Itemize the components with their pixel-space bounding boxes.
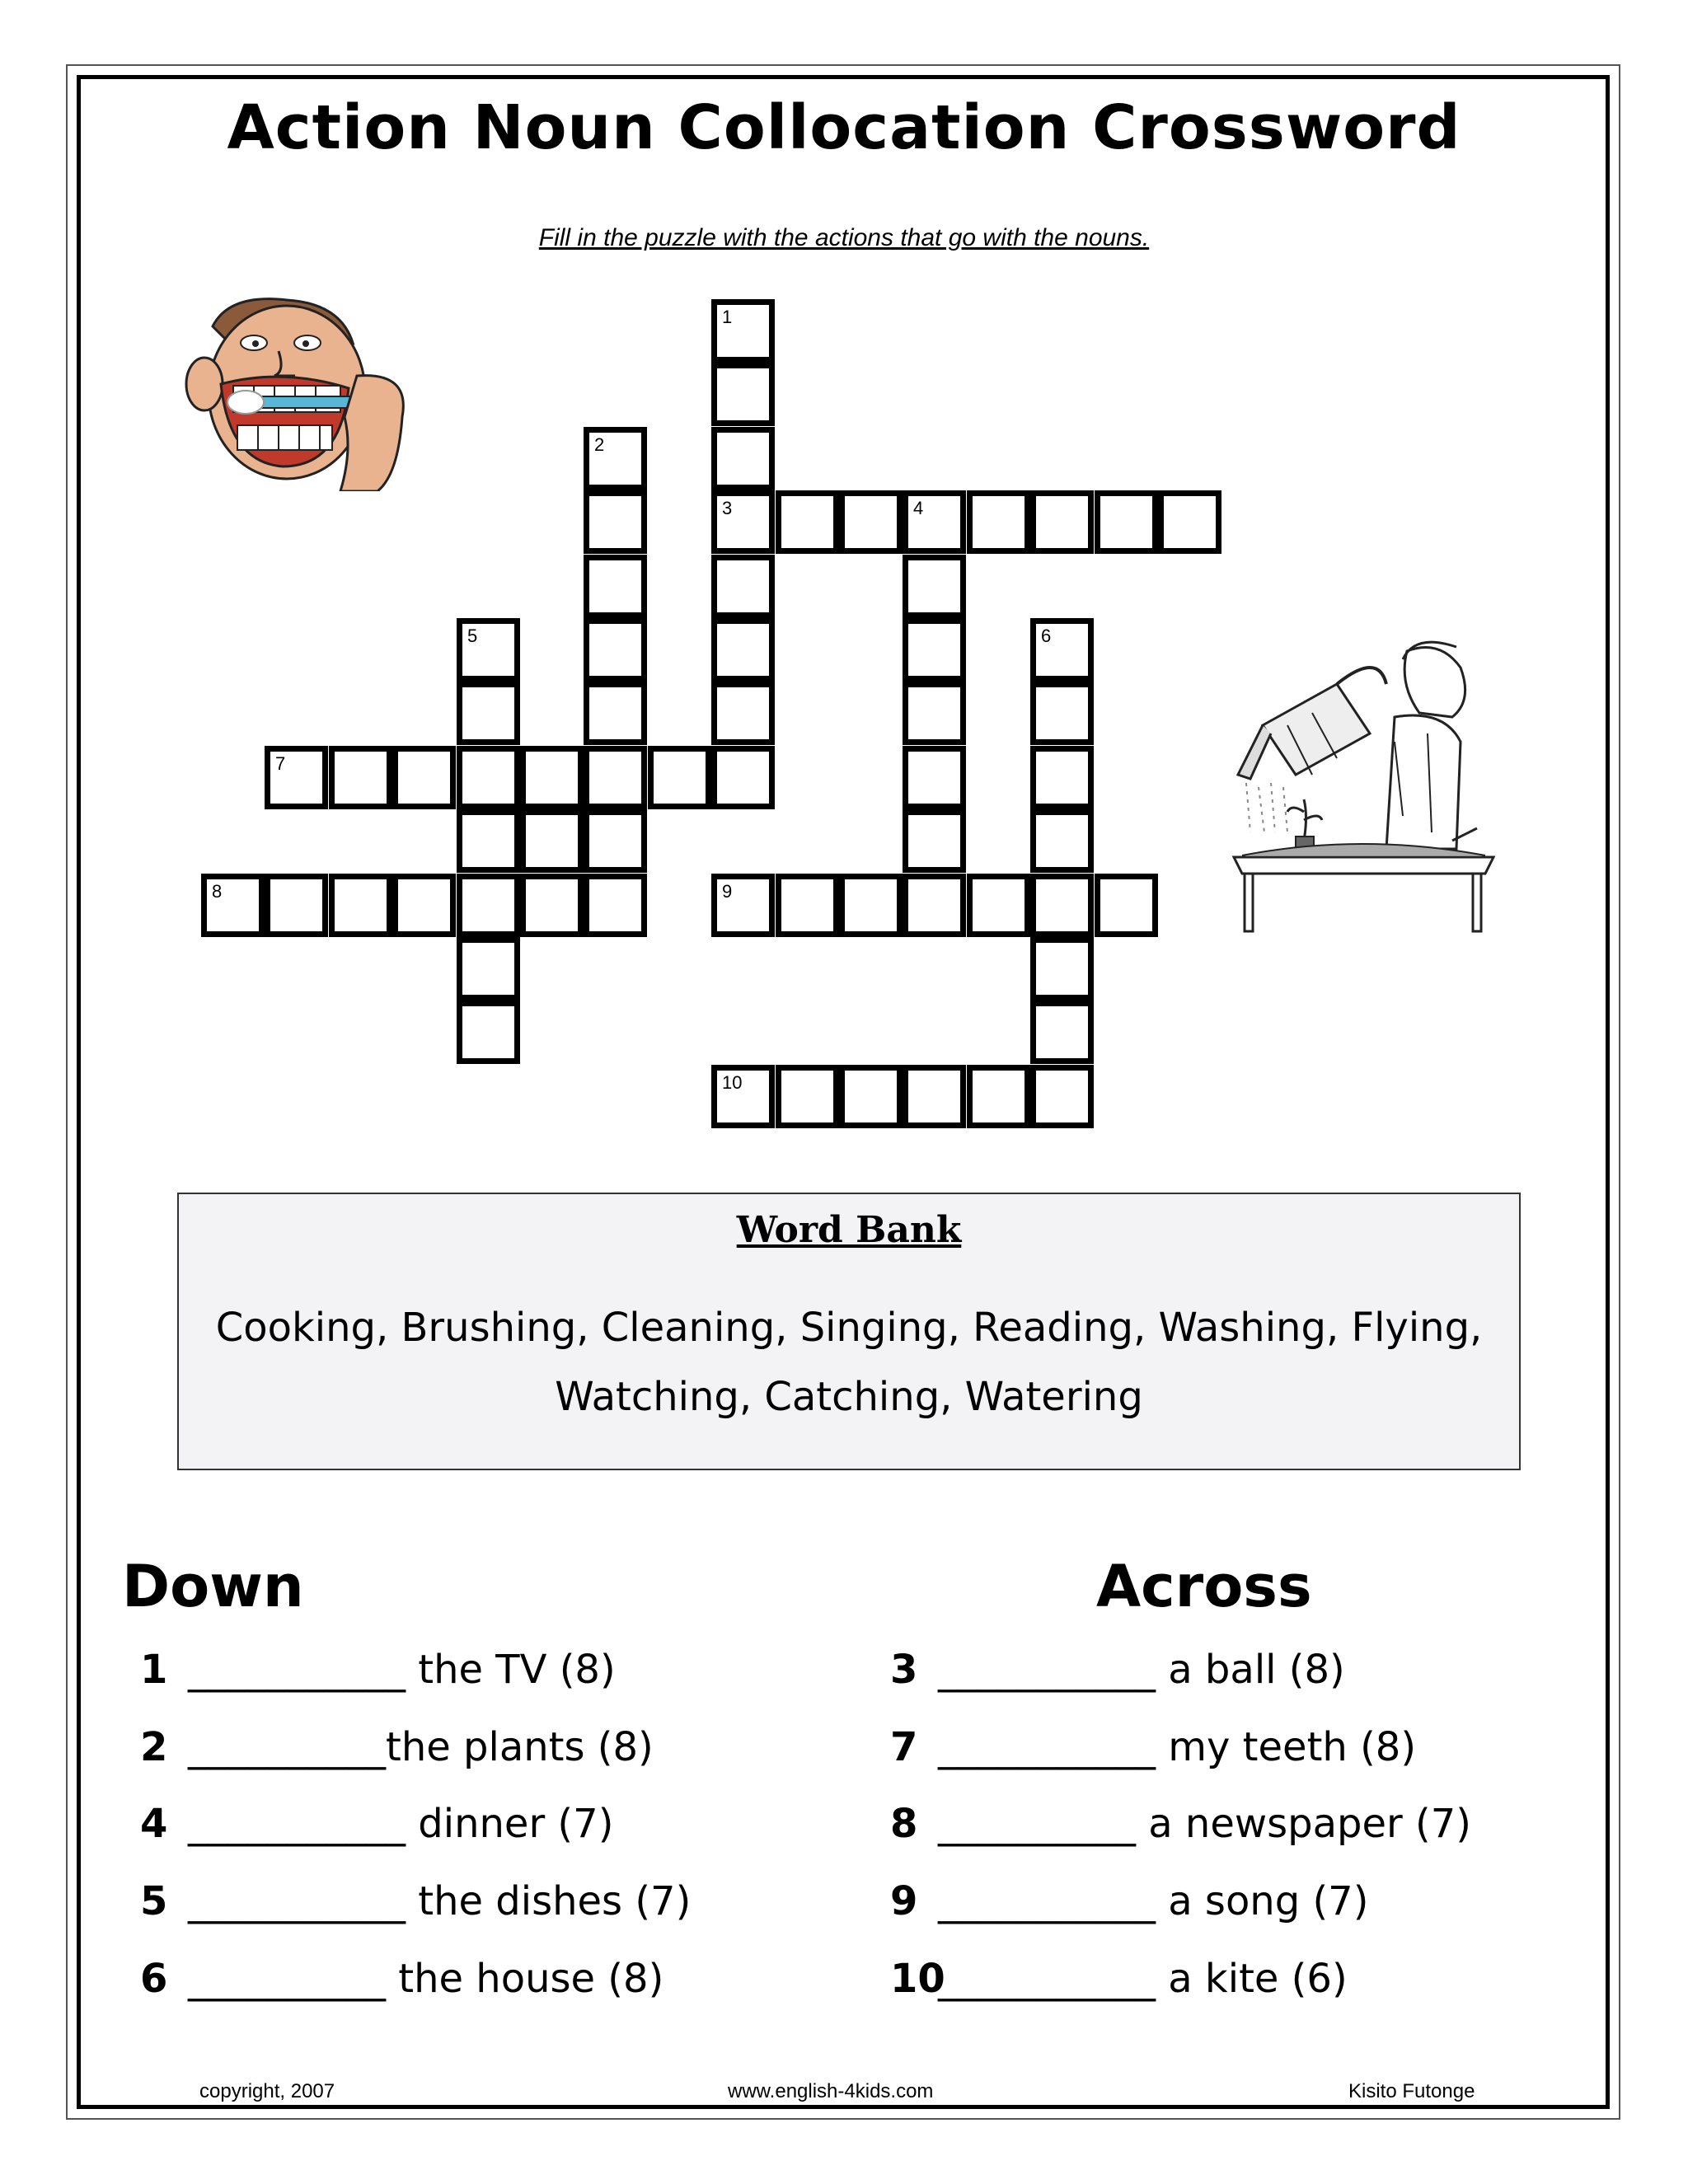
clue-number: 2 — [140, 1724, 168, 1770]
crossword-cell[interactable] — [1030, 490, 1094, 554]
clue-text: ___________ the TV (8) — [188, 1647, 616, 1693]
crossword-cell[interactable] — [711, 363, 775, 426]
word-bank-title: Word Bank — [736, 1209, 962, 1251]
crossword-cell[interactable] — [584, 746, 647, 809]
crossword-cell[interactable] — [711, 427, 775, 490]
crossword-cell[interactable] — [967, 874, 1030, 937]
clue-number: 1 — [140, 1647, 168, 1693]
across-clue — [890, 1801, 1471, 1847]
crossword-cell[interactable] — [265, 874, 328, 937]
crossword-cell[interactable] — [1030, 746, 1094, 809]
crossword-cell[interactable] — [584, 809, 647, 873]
footer-website[interactable]: www.english-4kids.com — [728, 2080, 934, 2102]
clue-text: ___________ dinner (7) — [188, 1801, 614, 1847]
crossword-cell[interactable] — [520, 809, 584, 873]
crossword-cell[interactable] — [648, 746, 711, 809]
crossword-cell-number: 9 — [722, 881, 733, 902]
crossword-cell[interactable] — [520, 874, 584, 937]
crossword-cell[interactable] — [584, 490, 647, 554]
clue-text: __________ the house (8) — [188, 1956, 664, 2002]
footer-copyright: copyright, 2007 — [199, 2080, 335, 2102]
crossword-cell[interactable] — [711, 682, 775, 745]
crossword-cell[interactable] — [392, 746, 456, 809]
crossword-cell[interactable] — [903, 618, 966, 682]
crossword-cell[interactable] — [520, 746, 584, 809]
across-clue — [890, 1724, 1416, 1770]
crossword-cell-number: 10 — [722, 1072, 743, 1093]
crossword-cell-number: 6 — [1041, 626, 1052, 646]
down-clue — [140, 1724, 654, 1770]
child-watering-plants-illustration — [1230, 635, 1502, 940]
crossword-cell[interactable] — [711, 874, 775, 937]
crossword-cell[interactable] — [711, 618, 775, 682]
crossword-cell[interactable] — [967, 490, 1030, 554]
crossword-cell[interactable] — [711, 746, 775, 809]
crossword-cell[interactable] — [584, 427, 647, 490]
crossword-cell[interactable] — [776, 490, 839, 554]
crossword-cell[interactable] — [329, 874, 392, 937]
word-bank-words — [204, 1293, 1494, 1432]
crossword-cell[interactable] — [457, 618, 520, 682]
clue-text: __________the plants (8) — [188, 1724, 654, 1770]
down-heading: Down — [122, 1553, 304, 1620]
clue-number: 3 — [890, 1647, 918, 1693]
crossword-cell[interactable] — [457, 809, 520, 873]
crossword-cell[interactable] — [1095, 490, 1158, 554]
crossword-cell[interactable] — [1095, 874, 1158, 937]
word-bank-line-1: Cooking, Brushing, Cleaning, Singing, Reading, Washing, Flying, — [215, 1305, 1483, 1351]
crossword-cell[interactable] — [967, 1065, 1030, 1128]
crossword-cell[interactable] — [903, 490, 966, 554]
crossword-cell[interactable] — [839, 1065, 903, 1128]
crossword-cell[interactable] — [1030, 618, 1094, 682]
crossword-cell[interactable] — [457, 746, 520, 809]
crossword-cell-number: 1 — [722, 307, 733, 327]
crossword-cell[interactable] — [584, 874, 647, 937]
crossword-cell[interactable] — [1030, 874, 1094, 937]
crossword-cell[interactable] — [1030, 937, 1094, 1001]
crossword-cell[interactable] — [1030, 682, 1094, 745]
clue-number: 7 — [890, 1724, 918, 1770]
crossword-cell[interactable] — [584, 555, 647, 618]
crossword-cell[interactable] — [711, 299, 775, 363]
crossword-cell[interactable] — [776, 874, 839, 937]
clue-text: ___________ my teeth (8) — [938, 1724, 1417, 1770]
clue-text: ___________ a kite (6) — [938, 1956, 1348, 2002]
across-clue — [890, 1647, 1345, 1693]
crossword-cell[interactable] — [839, 490, 903, 554]
crossword-cell[interactable] — [1030, 809, 1094, 873]
clue-number: 10 — [890, 1956, 945, 2002]
crossword-cell[interactable] — [903, 746, 966, 809]
footer-author: Kisito Futonge — [1348, 2080, 1475, 2102]
crossword-cell[interactable] — [1158, 490, 1221, 554]
clue-text: ___________ a song (7) — [938, 1878, 1369, 1924]
crossword-cell[interactable] — [711, 1065, 775, 1128]
clue-number: 5 — [140, 1878, 168, 1924]
crossword-cell-number: 5 — [467, 626, 478, 646]
crossword-cell[interactable] — [903, 1065, 966, 1128]
crossword-cell-number: 7 — [275, 753, 286, 774]
crossword-cell[interactable] — [711, 490, 775, 554]
crossword-cell[interactable] — [265, 746, 328, 809]
clue-text: __________ a newspaper (7) — [938, 1801, 1472, 1847]
crossword-cell[interactable] — [584, 618, 647, 682]
crossword-cell[interactable] — [903, 809, 966, 873]
clue-number: 9 — [890, 1878, 918, 1924]
across-heading: Across — [1096, 1553, 1312, 1620]
crossword-cell-number: 3 — [722, 498, 733, 518]
crossword-cell[interactable] — [711, 555, 775, 618]
clue-text: ___________ the dishes (7) — [188, 1878, 692, 1924]
crossword-cell[interactable] — [329, 746, 392, 809]
crossword-cell[interactable] — [457, 682, 520, 745]
crossword-cell[interactable] — [201, 874, 265, 937]
boy-brushing-teeth-illustration — [163, 293, 419, 491]
instructions: Fill in the puzzle with the actions that go with the nouns. — [538, 224, 1150, 251]
crossword-cell[interactable] — [584, 682, 647, 745]
clue-number: 8 — [890, 1801, 918, 1847]
crossword-cell[interactable] — [903, 555, 966, 618]
clue-text: ___________ a ball (8) — [938, 1647, 1345, 1693]
crossword-cell[interactable] — [903, 874, 966, 937]
crossword-cell-number: 2 — [594, 434, 605, 455]
crossword-cell[interactable] — [457, 937, 520, 1001]
clue-number: 6 — [140, 1956, 168, 2002]
word-bank-line-2: Watching, Catching, Watering — [555, 1374, 1143, 1420]
crossword-cell[interactable] — [1030, 1065, 1094, 1128]
crossword-cell[interactable] — [903, 682, 966, 745]
word-bank — [177, 1193, 1521, 1470]
across-clue — [890, 1878, 1368, 1924]
crossword-cell-number: 8 — [212, 881, 223, 902]
crossword-cell[interactable] — [457, 874, 520, 937]
crossword-cell[interactable] — [457, 1001, 520, 1064]
crossword-cell[interactable] — [776, 1065, 839, 1128]
crossword-cell[interactable] — [392, 874, 456, 937]
crossword-cell[interactable] — [1030, 1001, 1094, 1064]
down-clue — [140, 1956, 663, 2002]
crossword-cell-number: 4 — [913, 498, 924, 518]
crossword-cell[interactable] — [839, 874, 903, 937]
page-title: Action Noun Collocation Crossword — [227, 92, 1461, 163]
down-clue — [140, 1878, 691, 1924]
across-clue — [890, 1956, 1348, 2002]
down-clue — [140, 1647, 616, 1693]
clue-number: 4 — [140, 1801, 168, 1847]
down-clue — [140, 1801, 613, 1847]
